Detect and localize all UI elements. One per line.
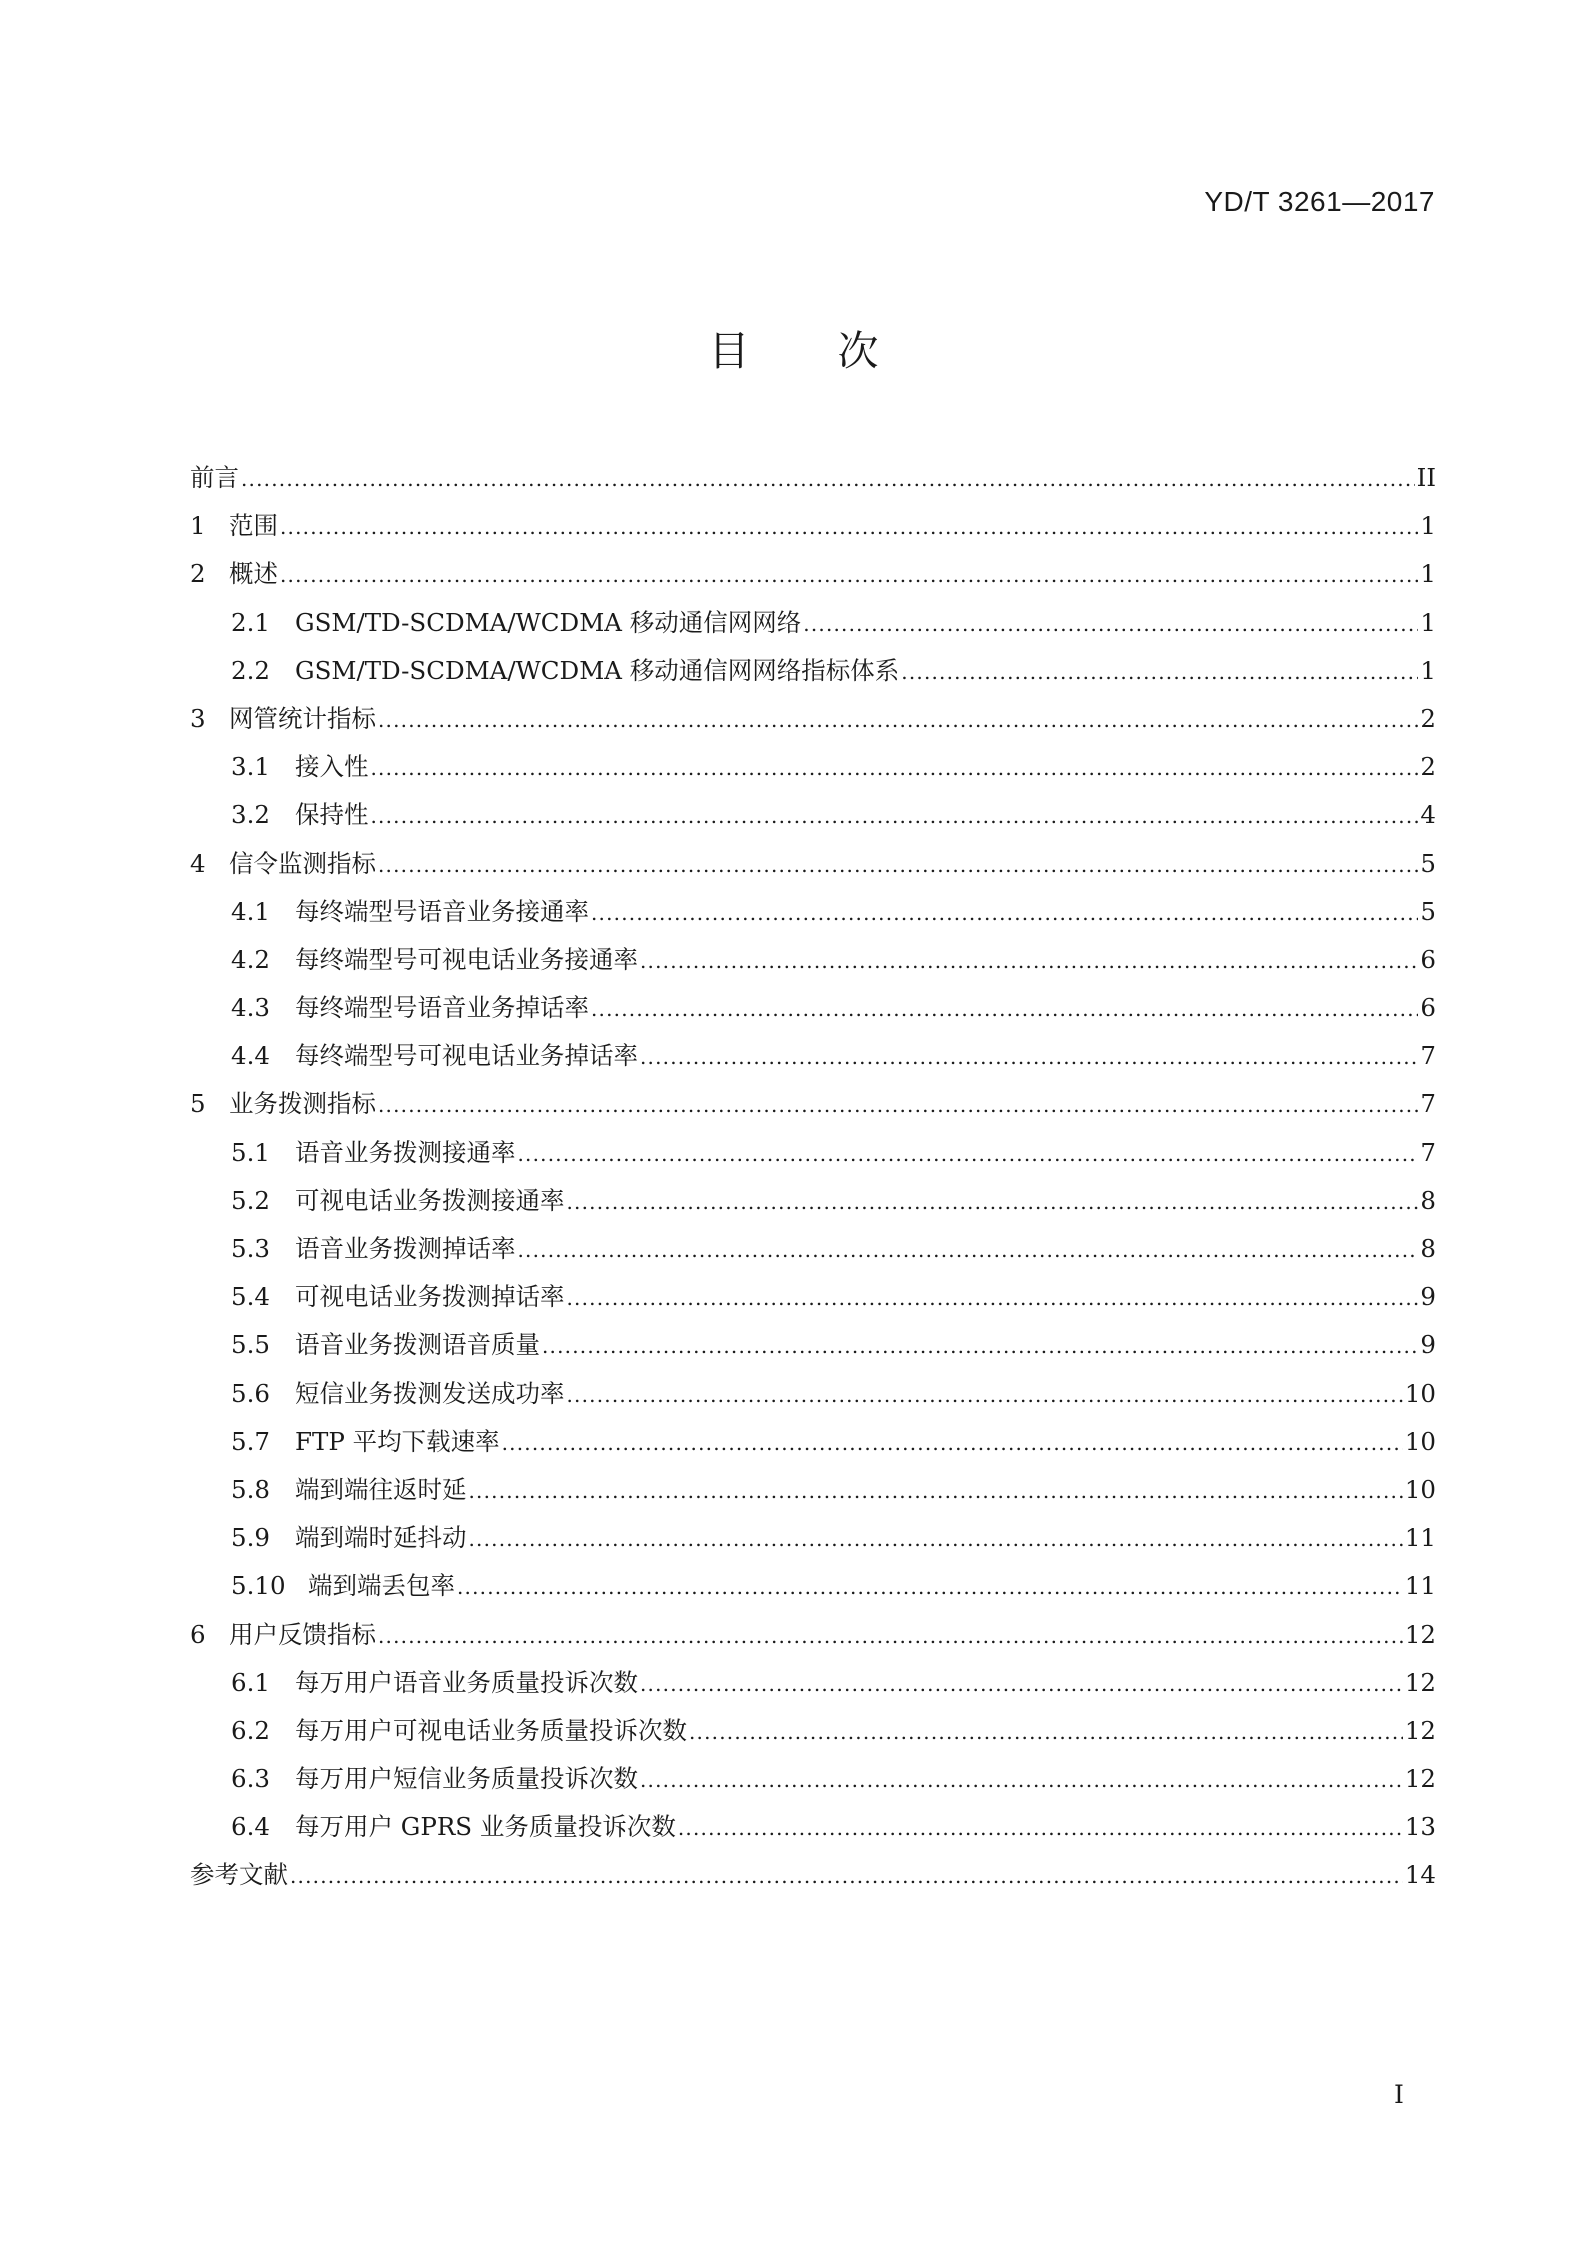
toc-entry-label: GSM/TD-SCDMA/WCDMA 移动通信网网络 <box>295 607 802 637</box>
toc-leader-dots <box>591 888 1418 937</box>
toc-leader-dots <box>371 791 1419 840</box>
toc-entry-number: 2.1 <box>231 607 270 637</box>
toc-entry-number: 4.2 <box>231 944 270 974</box>
toc-leader-dots <box>640 936 1418 985</box>
toc-entry-label: 可视电话业务拨测接通率 <box>295 1185 565 1215</box>
toc-entry-page: 1 <box>1420 655 1436 685</box>
toc-entry-label: 每万用户短信业务质量投诉次数 <box>295 1764 638 1794</box>
toc-entry-label: 端到端丢包率 <box>308 1571 455 1601</box>
toc-entry[interactable] <box>190 647 1436 695</box>
toc-entry-label: 端到端时延抖动 <box>295 1523 467 1553</box>
toc-entry-number: 6.3 <box>231 1764 270 1794</box>
toc-entry-number: 3 <box>190 703 206 733</box>
toc-entry-page: 7 <box>1420 1041 1436 1071</box>
toc-entry[interactable] <box>190 1225 1436 1273</box>
toc-entry[interactable] <box>190 743 1436 791</box>
toc-leader-dots <box>241 454 1415 503</box>
toc-entry[interactable] <box>190 791 1436 839</box>
toc-entry-page: 12 <box>1404 1715 1436 1745</box>
toc-leader-dots <box>640 1032 1418 1081</box>
toc-leader-dots <box>640 1659 1403 1708</box>
toc-entry-label: 端到端往返时延 <box>295 1474 467 1504</box>
page-title: 目次 <box>708 327 967 375</box>
toc-leader-dots <box>678 1803 1403 1852</box>
toc-leader-dots <box>378 840 1418 889</box>
toc-leader-dots <box>567 1177 1419 1226</box>
toc-entry-page: 1 <box>1420 559 1436 589</box>
toc-entry-label: 短信业务拨测发送成功率 <box>295 1378 565 1408</box>
toc-entry-number: 4.4 <box>231 1041 270 1071</box>
toc-leader-dots <box>502 1418 1403 1467</box>
toc-entry-label: 网管统计指标 <box>229 703 376 733</box>
toc-entry-page: 1 <box>1420 607 1436 637</box>
toc-entry-number: 6.2 <box>231 1715 270 1745</box>
toc-entry-label: 保持性 <box>295 800 369 830</box>
toc-entry-page: 5 <box>1420 848 1436 878</box>
toc-entry[interactable] <box>190 1129 1436 1177</box>
toc-entry-number: 3.1 <box>231 752 270 782</box>
toc-entry-label: 每终端型号语音业务接通率 <box>295 896 589 926</box>
toc-leader-dots <box>640 1755 1403 1804</box>
toc-leader-dots <box>901 647 1418 696</box>
toc-entry-label: 用户反馈指标 <box>229 1619 376 1649</box>
toc-entry-page: 7 <box>1420 1089 1436 1119</box>
toc-entry-page: 12 <box>1404 1667 1436 1697</box>
toc-entry-label: 可视电话业务拨测掉话率 <box>295 1282 565 1312</box>
toc-entry[interactable] <box>190 550 1436 598</box>
toc-leader-dots <box>591 984 1418 1033</box>
toc-entry-page: 7 <box>1420 1137 1436 1167</box>
toc-entry-page: 9 <box>1420 1282 1436 1312</box>
toc-entry-page: 8 <box>1420 1234 1436 1263</box>
toc-entry-label: 每万用户 GPRS 业务质量投诉次数 <box>295 1812 676 1842</box>
page-number: I <box>1394 2080 1404 2109</box>
toc-entry-number: 4.1 <box>231 896 270 926</box>
toc-entry-page: 4 <box>1420 800 1436 830</box>
toc-entry[interactable] <box>190 1659 1436 1707</box>
toc-leader-dots <box>378 695 1418 744</box>
toc-entry-label: 概述 <box>229 559 278 589</box>
toc-entry-number: 1 <box>190 511 206 541</box>
toc-entry-label: 前言 <box>190 463 239 492</box>
toc-entry[interactable] <box>190 1755 1436 1803</box>
toc-entry-label: 语音业务拨测接通率 <box>295 1137 516 1167</box>
toc-entry-label: 每万用户语音业务质量投诉次数 <box>295 1667 638 1697</box>
toc-entry-number: 5.10 <box>231 1571 286 1601</box>
toc-entry-page: II <box>1416 463 1436 492</box>
toc-entry-number: 5.6 <box>231 1378 270 1408</box>
toc-entry-page: 10 <box>1404 1378 1436 1408</box>
toc-entry-page: 12 <box>1404 1764 1436 1794</box>
toc-entry-number: 5.9 <box>231 1523 270 1553</box>
toc-entry-number: 5.4 <box>231 1282 270 1312</box>
toc-entry[interactable] <box>190 1611 1436 1659</box>
toc-entry[interactable] <box>190 1418 1436 1466</box>
toc-entry-page: 6 <box>1420 944 1436 974</box>
toc-entry[interactable] <box>190 1370 1436 1418</box>
toc-entry-number: 5.8 <box>231 1474 270 1504</box>
toc-entry-label: 范围 <box>229 511 278 541</box>
toc-entry[interactable] <box>190 1514 1436 1562</box>
toc-entry-label: 每终端型号语音业务掉话率 <box>295 993 589 1023</box>
toc-entry[interactable] <box>190 599 1436 647</box>
toc-entry[interactable] <box>190 1707 1436 1755</box>
toc-entry[interactable] <box>190 840 1436 888</box>
toc-entry-page: 14 <box>1404 1860 1436 1890</box>
toc-entry-label: FTP 平均下载速率 <box>295 1426 500 1456</box>
toc-entry[interactable] <box>190 1080 1436 1128</box>
toc-leader-dots <box>567 1273 1419 1322</box>
toc-entry-number: 5.3 <box>231 1234 270 1263</box>
toc-leader-dots <box>280 550 1418 599</box>
toc-entry-label: 语音业务拨测掉话率 <box>295 1234 516 1263</box>
toc-entry-number: 6.1 <box>231 1667 270 1697</box>
toc-entry-page: 12 <box>1404 1619 1436 1649</box>
toc-entry-page: 8 <box>1420 1185 1436 1215</box>
toc-entry-number: 6.4 <box>231 1812 270 1842</box>
toc-entry-page: 10 <box>1404 1426 1436 1456</box>
toc-entry-label: 接入性 <box>295 752 369 782</box>
toc-entry[interactable] <box>190 695 1436 743</box>
toc-entry-page: 2 <box>1420 703 1436 733</box>
toc-entry-number: 2.2 <box>231 655 270 685</box>
toc-entry-page: 11 <box>1404 1523 1436 1553</box>
toc-entry-label: 语音业务拨测语音质量 <box>295 1330 540 1360</box>
toc-entry[interactable] <box>190 984 1436 1032</box>
toc-entry-number: 2 <box>190 559 206 589</box>
toc-leader-dots <box>378 1080 1418 1129</box>
toc-leader-dots <box>518 1225 1419 1274</box>
toc-leader-dots <box>518 1129 1419 1178</box>
toc-leader-dots <box>567 1370 1403 1419</box>
toc-leader-dots <box>280 502 1418 551</box>
toc-entry-number: 5.5 <box>231 1330 270 1360</box>
toc-entry[interactable] <box>190 1466 1436 1514</box>
toc-entry-number: 3.2 <box>231 800 270 830</box>
toc-entry[interactable] <box>190 1032 1436 1080</box>
toc-entry-page: 11 <box>1404 1571 1436 1601</box>
toc-entry[interactable] <box>190 1177 1436 1225</box>
toc-entry[interactable] <box>190 1803 1436 1851</box>
toc-entry-page: 1 <box>1420 511 1436 541</box>
toc-entry[interactable] <box>190 1321 1436 1369</box>
toc-entry[interactable] <box>190 454 1436 502</box>
toc-entry[interactable] <box>190 1273 1436 1321</box>
toc-entry-label: 参考文献 <box>190 1860 288 1890</box>
toc-entry-number: 4 <box>190 848 206 878</box>
toc-entry[interactable] <box>190 502 1436 550</box>
toc-entry-number: 5.1 <box>231 1137 270 1167</box>
toc-entry-label: 业务拨测指标 <box>229 1089 376 1119</box>
toc-leader-dots <box>689 1707 1403 1756</box>
toc-entry-number: 5.2 <box>231 1185 270 1215</box>
table-of-contents <box>190 454 1436 1900</box>
toc-entry-page: 10 <box>1404 1474 1436 1504</box>
toc-entry[interactable] <box>190 1851 1436 1899</box>
document-code: YD/T 3261—2017 <box>1204 186 1435 217</box>
toc-entry-label: 每终端型号可视电话业务掉话率 <box>295 1041 638 1071</box>
toc-entry-number: 5.7 <box>231 1426 270 1456</box>
toc-entry-page: 5 <box>1420 896 1436 926</box>
toc-leader-dots <box>803 599 1418 648</box>
toc-leader-dots <box>290 1851 1403 1900</box>
toc-leader-dots <box>371 743 1419 792</box>
toc-entry-label: GSM/TD-SCDMA/WCDMA 移动通信网网络指标体系 <box>295 655 900 685</box>
toc-entry-number: 6 <box>190 1619 206 1649</box>
toc-entry-page: 6 <box>1420 993 1436 1023</box>
toc-entry-number: 4.3 <box>231 993 270 1023</box>
toc-leader-dots <box>542 1321 1418 1370</box>
toc-entry[interactable] <box>190 888 1436 936</box>
toc-entry-label: 每万用户可视电话业务质量投诉次数 <box>295 1715 687 1745</box>
toc-leader-dots <box>469 1466 1403 1515</box>
toc-leader-dots <box>469 1514 1403 1563</box>
toc-entry[interactable] <box>190 1562 1436 1610</box>
toc-entry-number: 5 <box>190 1089 206 1119</box>
toc-entry[interactable] <box>190 936 1436 984</box>
toc-entry-page: 2 <box>1420 752 1436 782</box>
toc-leader-dots <box>457 1562 1403 1611</box>
toc-entry-label: 每终端型号可视电话业务接通率 <box>295 944 638 974</box>
toc-entry-label: 信令监测指标 <box>229 848 376 878</box>
toc-entry-page: 13 <box>1404 1812 1436 1842</box>
toc-entry-page: 9 <box>1420 1330 1436 1360</box>
toc-leader-dots <box>378 1611 1403 1660</box>
